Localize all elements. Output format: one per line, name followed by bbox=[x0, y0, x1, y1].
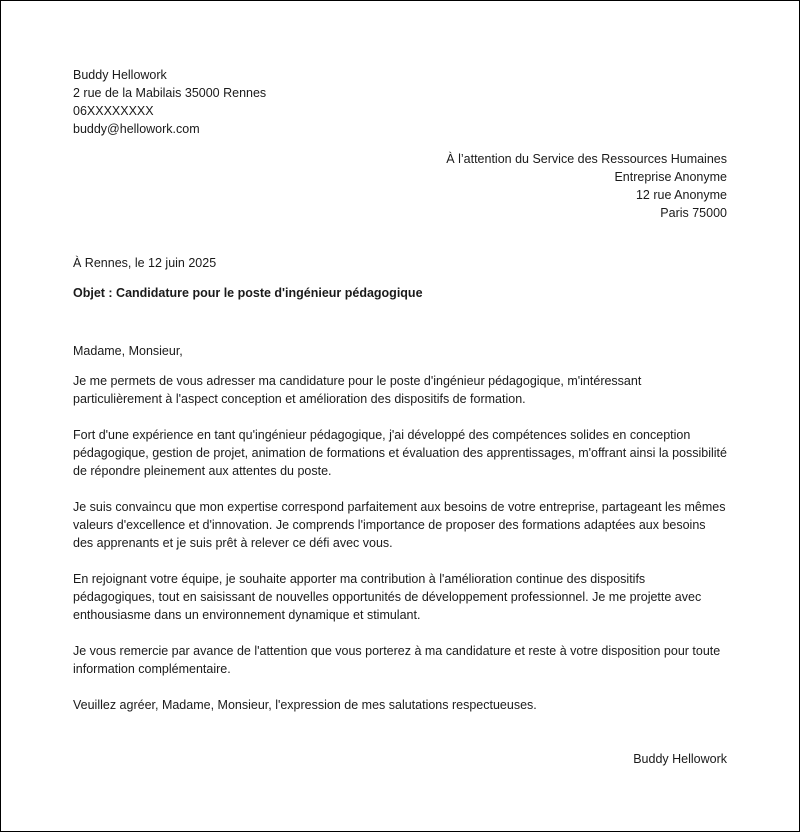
recipient-block bbox=[446, 150, 727, 222]
body-paragraph: Je vous remercie par avance de l'attention que vous porterez à ma candidature et reste à votre disposition pour toute information complémentaire. bbox=[73, 644, 721, 676]
sender-address: 2 rue de la Mabilais 35000 Rennes bbox=[73, 86, 267, 100]
sender-email: buddy@hellowork.com bbox=[73, 122, 200, 136]
recipient-company: Entreprise Anonyme bbox=[614, 170, 727, 184]
letter-body bbox=[73, 342, 729, 732]
sender-name: Buddy Hellowork bbox=[73, 68, 167, 82]
recipient-attention: À l’attention du Service des Ressources Humaines bbox=[446, 152, 727, 166]
letter-subject: Objet : Candidature pour le poste d'ingénieur pédagogique bbox=[73, 286, 423, 300]
body-paragraph: En rejoignant votre équipe, je souhaite apporter ma contribution à l'amélioration continue des dispositifs pédagogiques, tout en saisissant de nouvelles opportunités de développement professionnel. Je me projette avec enthousiasme dans un environnement dynamique et stimulant. bbox=[73, 572, 702, 622]
body-paragraph: Je me permets de vous adresser ma candidature pour le poste d'ingénieur pédagogique, m'intéressant particulièrement à l'aspect conception et amélioration des dispositifs de formation. bbox=[73, 374, 642, 406]
body-paragraph: Je suis convaincu que mon expertise correspond parfaitement aux besoins de votre entreprise, partageant les mêmes valeurs d'excellence et d'innovation. Je comprends l'importance de proposer des formations adaptées aux besoins des apprenants et je suis prêt à relever ce défi avec vous. bbox=[73, 500, 726, 550]
recipient-city: Paris 75000 bbox=[660, 206, 727, 220]
letter-date: À Rennes, le 12 juin 2025 bbox=[73, 256, 217, 270]
letter-greeting: Madame, Monsieur, bbox=[73, 344, 183, 358]
body-paragraph: Fort d'une expérience en tant qu'ingénieur pédagogique, j'ai développé des compétences solides en conception pédagogique, gestion de projet, animation de formations et évaluation des apprentissages, m'offrant ainsi la possibilité de répondre pleinement aux attentes du poste. bbox=[73, 428, 727, 478]
sender-phone: 06XXXXXXXX bbox=[73, 104, 154, 118]
recipient-street: 12 rue Anonyme bbox=[635, 188, 727, 202]
signature: Buddy Hellowork bbox=[633, 752, 727, 766]
sender-block bbox=[73, 66, 266, 138]
closing-paragraph: Veuillez agréer, Madame, Monsieur, l'expression de mes salutations respectueuses. bbox=[73, 698, 537, 712]
